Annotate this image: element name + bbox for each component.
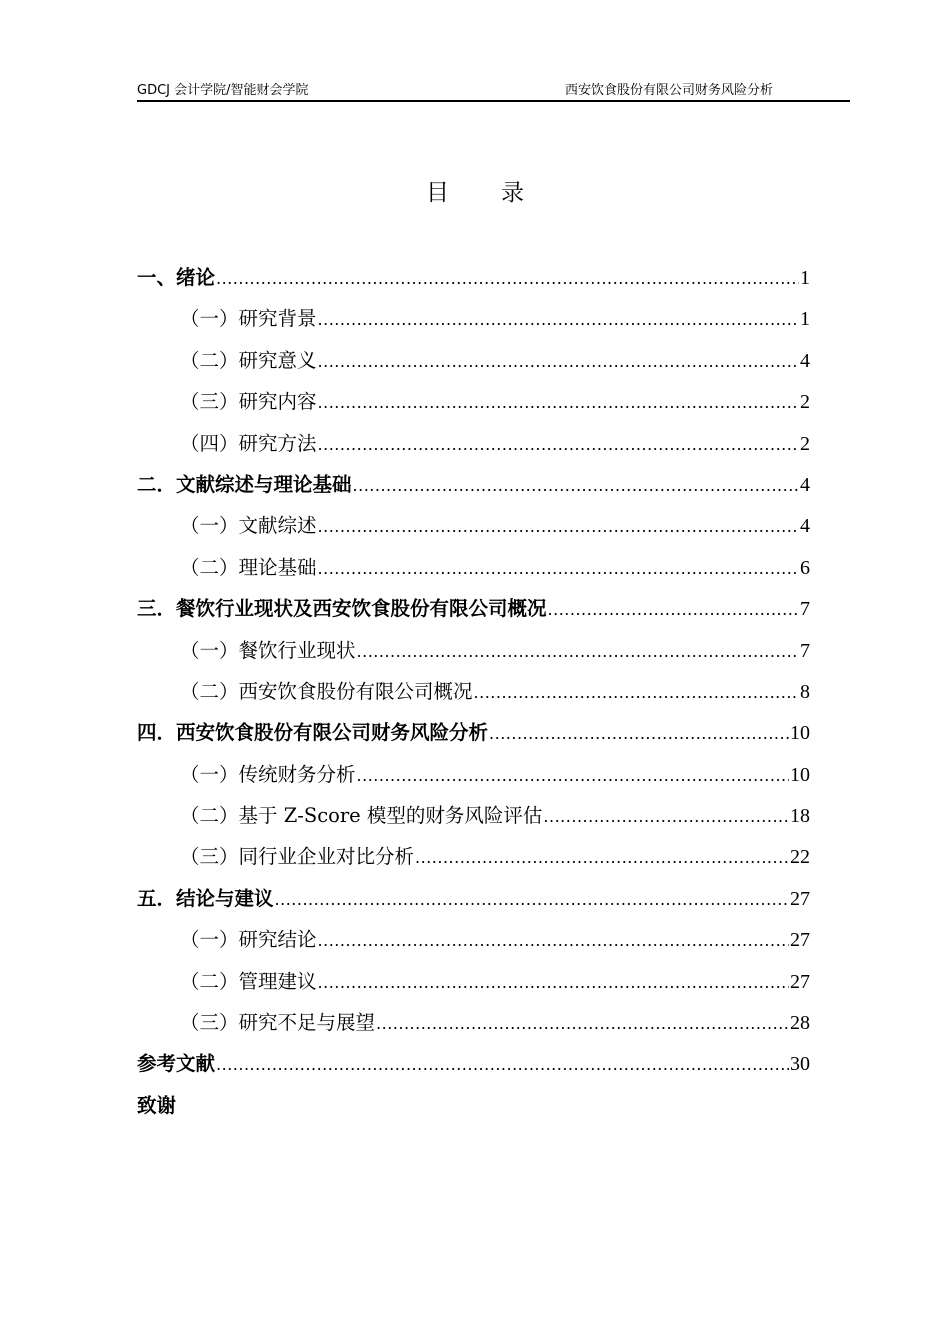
toc-entry-label: （一）餐饮行业现状 [180, 638, 356, 662]
toc-entry-page: 27 [790, 970, 810, 993]
toc-entry-label: （一）文献综述 [180, 514, 317, 538]
dot-leader [318, 431, 799, 459]
toc-entry-page: 27 [790, 929, 810, 952]
dot-leader [415, 844, 789, 872]
toc-entry[interactable] [137, 926, 810, 967]
toc-entry-label: 四．西安饮食股份有限公司财务风险分析 [137, 721, 489, 745]
table-of-contents [137, 264, 810, 1133]
toc-entry-page: 30 [790, 1053, 810, 1076]
dot-leader [543, 803, 789, 831]
toc-entry[interactable] [137, 968, 810, 1009]
toc-entry-label: （三）研究不足与展望 [180, 1011, 376, 1035]
toc-entry-label: （一）研究结论 [180, 928, 317, 952]
toc-entry[interactable] [137, 1092, 810, 1133]
toc-entry-page: 2 [800, 432, 810, 455]
toc-entry-label: （三）研究内容 [180, 390, 317, 414]
toc-entry-label: （二）理论基础 [180, 555, 317, 579]
toc-entry[interactable] [137, 1050, 810, 1091]
toc-entry[interactable] [137, 347, 810, 388]
toc-entry[interactable] [137, 554, 810, 595]
dot-leader [357, 762, 789, 790]
toc-entry[interactable] [137, 430, 810, 471]
dot-leader [216, 265, 799, 293]
toc-entry[interactable] [137, 512, 810, 553]
toc-entry[interactable] [137, 761, 810, 802]
toc-entry[interactable] [137, 802, 810, 843]
dot-leader [489, 720, 789, 748]
dot-leader [474, 679, 799, 707]
toc-entry-label: （二）研究意义 [180, 348, 317, 372]
dot-leader [275, 886, 789, 914]
toc-entry-label: （四）研究方法 [180, 431, 317, 455]
toc-entry-label: 三．餐饮行业现状及西安饮食股份有限公司概况 [137, 597, 547, 621]
toc-entry-page: 7 [800, 639, 810, 662]
toc-entry-label: 致谢 [137, 1093, 177, 1117]
toc-entry-label: 五．结论与建议 [137, 886, 274, 910]
dot-leader [318, 513, 799, 541]
dot-leader [353, 472, 799, 500]
toc-entry-page: 6 [800, 556, 810, 579]
toc-entry-page: 27 [790, 887, 810, 910]
toc-entry-label: 一、绪论 [137, 266, 216, 289]
toc-entry-page: 18 [790, 805, 810, 828]
toc-entry[interactable] [137, 305, 810, 346]
dot-leader [216, 1051, 789, 1079]
toc-entry-page: 1 [800, 267, 810, 289]
header-rule [137, 100, 850, 102]
toc-entry[interactable] [137, 388, 810, 429]
dot-leader [318, 555, 799, 583]
dot-leader [357, 638, 799, 666]
toc-entry-page: 10 [790, 763, 810, 786]
toc-entry-page: 28 [790, 1012, 810, 1035]
toc-entry-page: 10 [790, 722, 810, 745]
toc-entry[interactable] [137, 843, 810, 884]
dot-leader [318, 969, 789, 997]
dot-leader [318, 389, 799, 417]
toc-entry-label: （二）管理建议 [180, 969, 317, 993]
dot-leader [318, 348, 799, 376]
toc-entry[interactable] [137, 1009, 810, 1050]
dot-leader [548, 596, 799, 624]
header-right: 西安饮食股份有限公司财务风险分析 [565, 83, 774, 98]
toc-entry-label: （二）西安饮食股份有限公司概况 [180, 679, 473, 703]
toc-entry[interactable] [137, 264, 810, 305]
page-title: 目录 [426, 180, 576, 206]
toc-entry-page: 2 [800, 391, 810, 414]
toc-entry-label: 参考文献 [137, 1052, 216, 1076]
toc-entry-page: 4 [800, 473, 810, 496]
dot-leader [376, 1010, 789, 1038]
toc-entry-page: 7 [800, 598, 810, 621]
toc-entry[interactable] [137, 637, 810, 678]
dot-leader [318, 306, 799, 334]
header-left: GDCJ 会计学院/智能财会学院 [137, 83, 309, 98]
toc-entry-page: 8 [800, 680, 810, 703]
toc-entry-label: 二．文献综述与理论基础 [137, 472, 352, 496]
toc-entry-page: 22 [790, 846, 810, 869]
toc-entry[interactable] [137, 719, 810, 760]
dot-leader [318, 927, 789, 955]
toc-entry-page: 1 [800, 308, 810, 331]
toc-entry-label: （二）基于 Z-Score 模型的财务风险评估 [180, 804, 543, 828]
toc-entry-page: 4 [800, 515, 810, 538]
toc-entry[interactable] [137, 595, 810, 636]
toc-entry-page: 4 [800, 349, 810, 372]
toc-entry-label: （一）传统财务分析 [180, 762, 356, 786]
toc-entry[interactable] [137, 885, 810, 926]
toc-entry[interactable] [137, 678, 810, 719]
toc-entry-label: （一）研究背景 [180, 307, 317, 331]
toc-entry[interactable] [137, 471, 810, 512]
toc-entry-label: （三）同行业企业对比分析 [180, 845, 415, 869]
